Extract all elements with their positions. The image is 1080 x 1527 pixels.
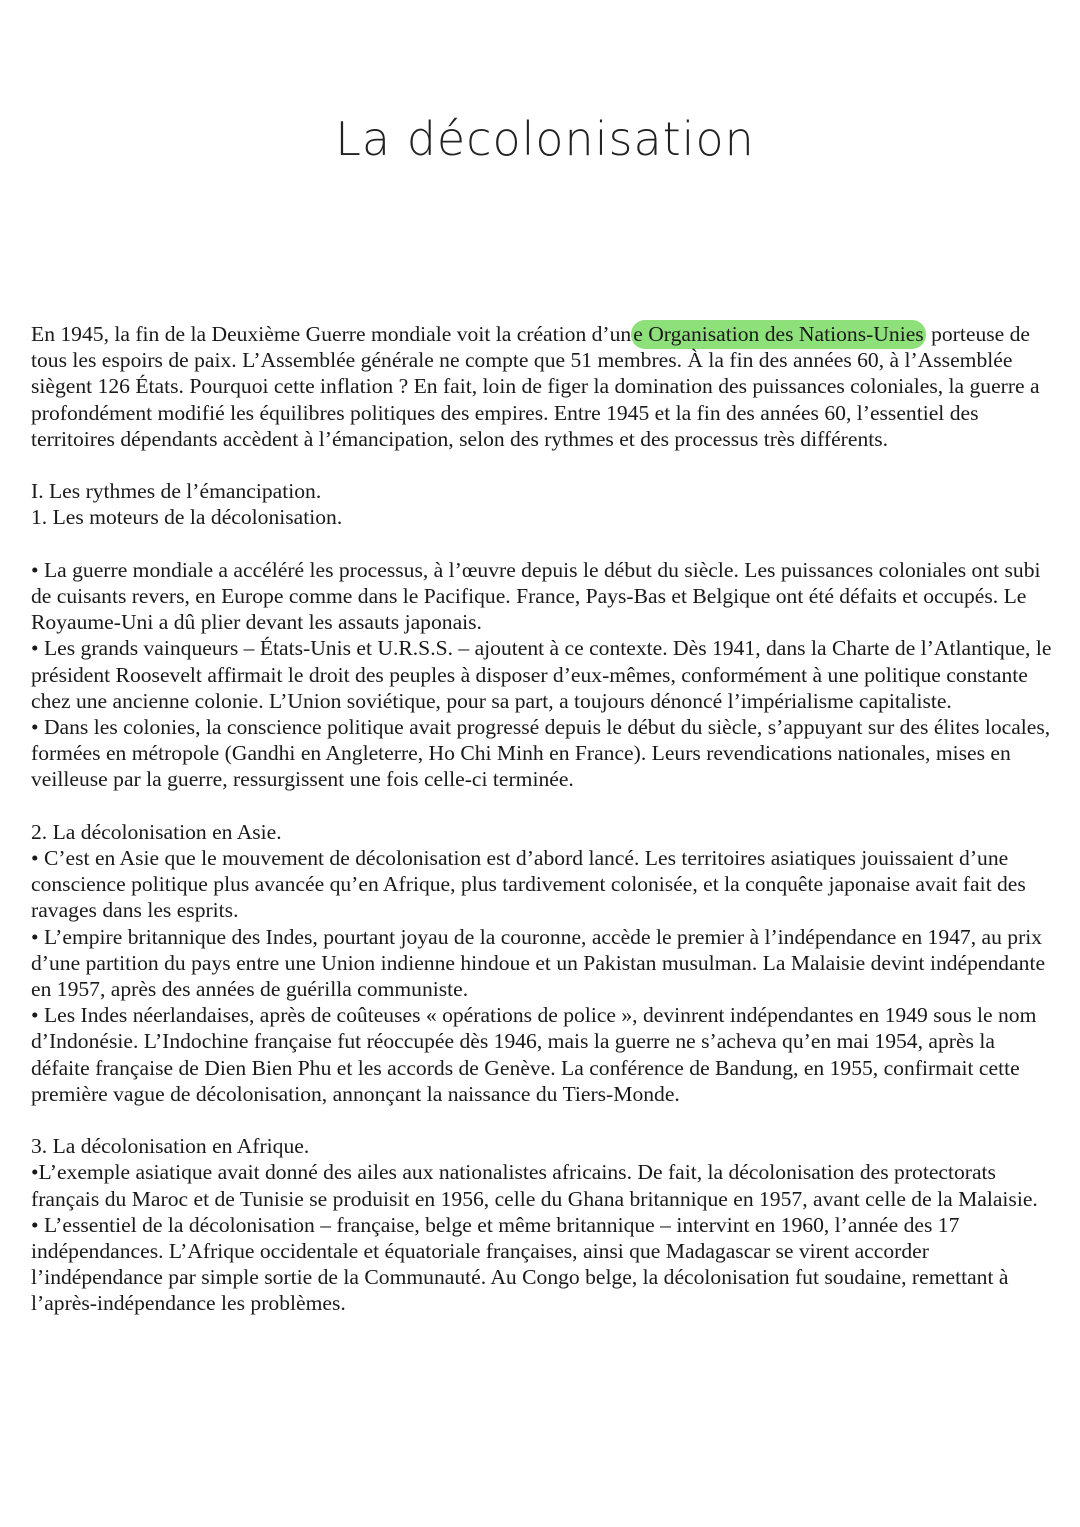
- part-heading: I. Les rythmes de l’émancipation.: [31, 479, 322, 504]
- highlighted-text: e Organisation des Nations-Unies: [631, 320, 925, 349]
- spacer: [31, 793, 1056, 819]
- bullet-paragraph: • La guerre mondiale a accéléré les processus, à l’œuvre depuis le début du siècle. Les puissances coloniales ont subi de cuisants revers, en Europe comme dans le Pacifique. France, Pays-Bas et Belgique ont été défaits et occupés. Le Royaume-Uni a dû plier devant les assauts japonais.: [31, 557, 1041, 635]
- spacer: [31, 1107, 1056, 1133]
- spacer: [31, 452, 1056, 478]
- section-heading: 1. Les moteurs de la décolonisation.: [31, 505, 343, 530]
- bullet-paragraph: •L’exemple asiatique avait donné des ailes aux nationalistes africains. De fait, la décolonisation des protectorats français du Maroc et de Tunisie se produisit en 1956, celle du Ghana britannique en 1957, avant celle de la Malaisie.: [31, 1160, 1038, 1211]
- page-title: La décolonisation: [335, 112, 755, 166]
- intro-text-before: En 1945, la fin de la Deuxième Guerre mondiale voit la création d’un: [31, 322, 632, 346]
- intro-paragraph: [31, 321, 1056, 452]
- bullet-paragraph: • L’essentiel de la décolonisation – française, belge et même britannique – intervint en 1960, l’année des 17 indépendances. L’Afrique occidentale et équatoriale françaises, ainsi que Madagascar se virent accorder l’indépendance par simple sortie de la Communauté. Au Congo belge, la décolonisation fut soudaine, remettant à l’après-indépendance les problèmes.: [31, 1212, 1009, 1316]
- section-heading: 2. La décolonisation en Asie.: [31, 819, 282, 844]
- spacer: [31, 531, 1056, 557]
- bullet-paragraph: • Dans les colonies, la conscience politique avait progressé depuis le début du siècle, s’appuyant sur des élites locales, formées en métropole (Gandhi en Angleterre, Ho Chi Minh en France). Leurs revendications nationales, mises en veilleuse par la guerre, ressurgissent une fois celle-ci terminée.: [31, 715, 1051, 792]
- bullet-paragraph: • Les grands vainqueurs – États-Unis et U.R.S.S. – ajoutent à ce contexte. Dès 1941, dans la Charte de l’Atlantique, le président Roosevelt affirmait le droit des peuples à disposer d’eux-mêmes, conformément à une politique constante chez une ancienne colonie. L’Union soviétique, pour sa part, a toujours dénoncé l’impérialisme capitaliste.: [31, 636, 1052, 713]
- bullet-paragraph: • C’est en Asie que le mouvement de décolonisation est d’abord lancé. Les territoires asiatiques jouissaient d’une conscience politique plus avancée qu’en Afrique, plus tardivement colonisée, et la conquête japonaise avait fait des ravages dans les esprits.: [31, 846, 1026, 923]
- section-heading: 3. La décolonisation en Afrique.: [31, 1134, 310, 1159]
- intro-text-after: porteuse de tous les espoirs de paix. L’Assemblée générale ne compte que 51 membres. À la fin des années 60, à l’Assemblée siègent 126 États. Pourquoi cette inflation ? En fait, loin de figer la domination des puissances coloniales, la guerre a profondément modifié les équilibres politiques des empires. Entre 1945 et la fin des années 60, l’essentiel des territoires dépendants accèdent à l’émancipation, selon des rythmes et des processus très différents.: [31, 322, 1040, 451]
- document-body: [31, 321, 1056, 1317]
- bullet-paragraph: • Les Indes néerlandaises, après de coûteuses « opérations de police », devinrent indépendantes en 1949 sous le nom d’Indonésie. L’Indochine française fut réoccupée dès 1946, mais la guerre ne s’acheva qu’en mai 1954, après la défaite française de Dien Bien Phu et les accords de Genève. La conférence de Bandung, en 1955, confirmait cette première vague de décolonisation, annonçant la naissance du Tiers-Monde.: [31, 1003, 1037, 1106]
- bullet-paragraph: • L’empire britannique des Indes, pourtant joyau de la couronne, accède le premier à l’indépendance en 1947, au prix d’une partition du pays entre une Union indienne hindoue et un Pakistan musulman. La Malaisie devint indépendante en 1957, après des années de guérilla communiste.: [31, 924, 1046, 1002]
